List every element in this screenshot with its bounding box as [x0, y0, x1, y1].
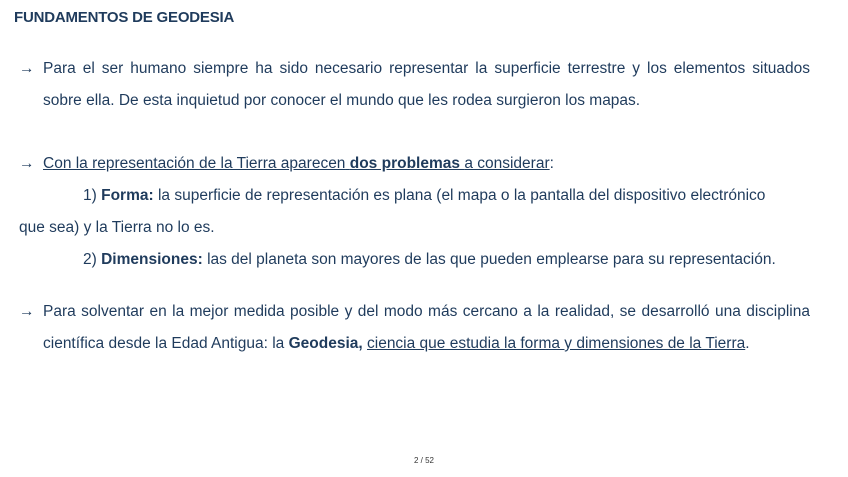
- geodesia-lead: Para solventar en la mejor medida posible y del modo más cercano a la realidad, se desarrolló una disciplina científica desde la Edad Antigua: la: [43, 303, 810, 352]
- item-forma-text: la superficie de representación es plana (el mapa o la pantalla del dispositivo electrónico: [157, 187, 766, 204]
- item-dimensiones-number: 2): [83, 251, 97, 268]
- page-number: 2 / 52: [413, 456, 434, 465]
- arrow-icon: →: [19, 60, 35, 77]
- paragraph-problems-text: [19, 148, 810, 180]
- problems-lead: Con la representación de la Tierra aparecen: [43, 155, 346, 172]
- problems-colon: :: [549, 155, 554, 172]
- item-forma: [19, 180, 810, 244]
- item-forma-label: Forma:: [101, 187, 154, 204]
- item-forma-line2: que sea) y la Tierra no lo es.: [19, 219, 215, 236]
- geodesia-definition: ciencia que estudia la forma y dimensiones de la Tierra: [367, 335, 746, 352]
- paragraph-problems: [19, 148, 810, 180]
- paragraph-geodesia: [19, 296, 810, 360]
- paragraph-intro-text: Para el ser humano siempre ha sido necesario representar la superficie terrestre y los elementos situados sobre ella. De esta inquietud por conocer el mundo que les rodea surgieron los mapas.: [43, 60, 810, 109]
- problems-bold: dos problemas: [349, 155, 460, 172]
- arrow-icon: →: [19, 155, 35, 172]
- page-title: FUNDAMENTOS DE GEODESIA: [14, 9, 235, 26]
- item-dimensiones-line: [19, 244, 810, 276]
- geodesia-term: Geodesia,: [288, 335, 363, 352]
- problems-tail: a considerar: [464, 155, 550, 172]
- item-forma-number: 1): [83, 187, 97, 204]
- item-dimensiones-text: las del planeta son mayores de las que pueden emplearse para su representación.: [207, 251, 776, 268]
- item-forma-line1: [19, 180, 810, 212]
- geodesia-period: .: [745, 335, 750, 352]
- item-dimensiones-label: Dimensiones:: [101, 251, 203, 268]
- arrow-icon: →: [19, 303, 35, 320]
- paragraph-geodesia-text: [19, 296, 810, 360]
- paragraph-intro: [19, 53, 810, 117]
- item-dimensiones: [19, 244, 810, 276]
